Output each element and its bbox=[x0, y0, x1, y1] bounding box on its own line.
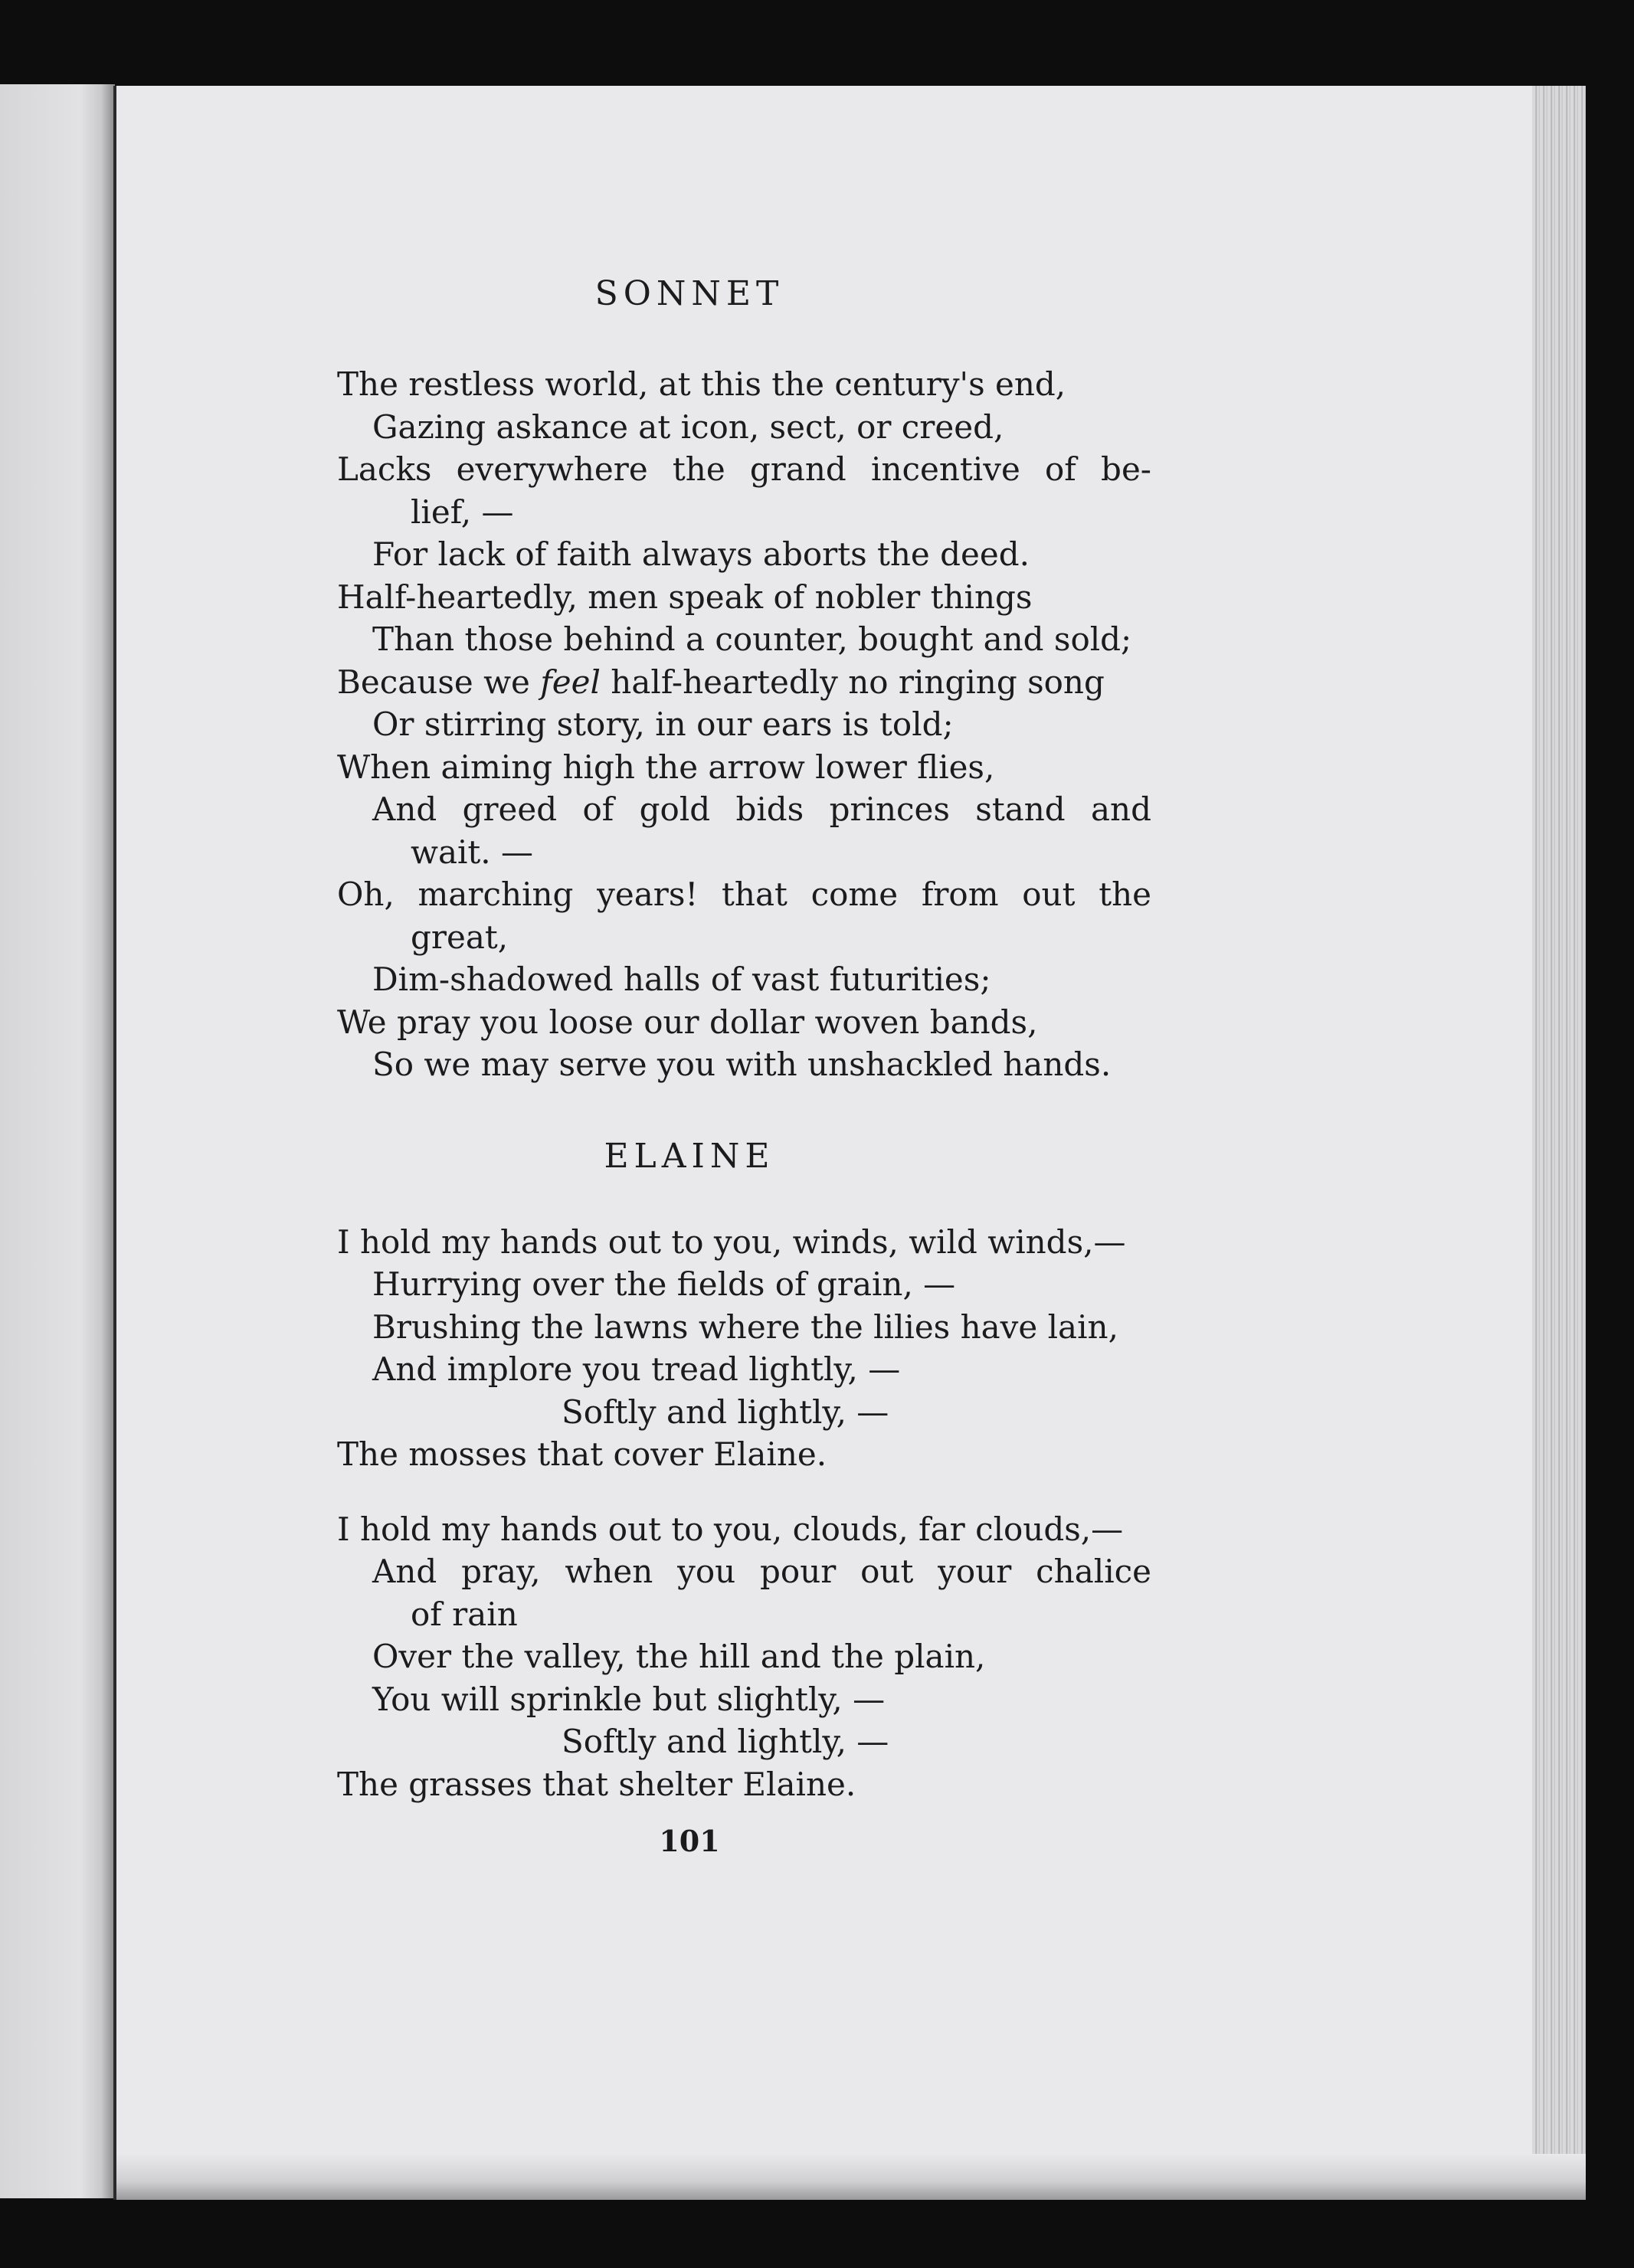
poem-line: Oh, marching years! that come from out the bbox=[337, 875, 1151, 913]
poem-line: You will sprinkle but slightly, — bbox=[372, 1680, 886, 1718]
poem-line: Brushing the lawns where the lilies have lain, bbox=[372, 1307, 1118, 1346]
poem-line: Or stirring story, in our ears is told; bbox=[372, 705, 954, 743]
poem-title-sonnet: SONNET bbox=[594, 274, 784, 313]
poem-line: Softly and lightly, — bbox=[562, 1723, 889, 1760]
poem-line: great, bbox=[411, 918, 509, 956]
page-number: 101 bbox=[659, 1824, 720, 1858]
italic-word: feel bbox=[540, 663, 601, 701]
poem-line: When aiming high the arrow lower flies, bbox=[337, 748, 995, 786]
poem-line: I hold my hands out to you, clouds, far clouds,— bbox=[337, 1510, 1124, 1548]
previous-page-edge bbox=[0, 84, 115, 2198]
poem-line: Half-heartedly, men speak of nobler things bbox=[337, 578, 1033, 616]
page-text bbox=[222, 176, 1157, 1861]
elaine-stanza-1 bbox=[222, 1221, 1157, 1476]
poem-line: And greed of gold bids princes stand and bbox=[372, 790, 1151, 828]
poem-line: So we may serve you with unshackled hands. bbox=[372, 1046, 1112, 1083]
poem-line: Than those behind a counter, bought and sold; bbox=[372, 620, 1132, 658]
poem-line: Dim-shadowed halls of vast futurities; bbox=[372, 961, 991, 998]
poem-line: I hold my hands out to you, winds, wild winds,— bbox=[337, 1222, 1126, 1261]
poem-line: wait. — bbox=[411, 833, 534, 871]
poem-line: of rain bbox=[411, 1595, 518, 1633]
poem-line: Gazing askance at icon, sect, or creed, bbox=[372, 407, 1004, 446]
poem-line bbox=[222, 661, 1157, 704]
poem-line: For lack of faith always aborts the deed. bbox=[372, 535, 1030, 573]
poem-line: Lacks everywhere the grand incentive of be- bbox=[337, 450, 1151, 488]
poem-line: We pray you loose our dollar woven bands, bbox=[337, 1003, 1038, 1041]
poem-line-part: half-heartedly no ringing song bbox=[600, 663, 1105, 701]
poem-line: Over the valley, the hill and the plain, bbox=[372, 1638, 986, 1675]
poem-line: The grasses that shelter Elaine. bbox=[337, 1765, 856, 1803]
stanza-break bbox=[222, 1476, 1157, 1508]
elaine-stanza-2 bbox=[222, 1508, 1157, 1806]
poem-line: The mosses that cover Elaine. bbox=[337, 1435, 827, 1473]
poem-line: Hurrying over the fields of grain, — bbox=[372, 1265, 956, 1303]
poem-line: Softly and lightly, — bbox=[562, 1393, 889, 1431]
poem-line: The restless world, at this the century's end, bbox=[337, 365, 1066, 403]
poem-line: And pray, when you pour out your chalice bbox=[372, 1553, 1151, 1590]
poem-line-part: Because we bbox=[337, 663, 541, 701]
poem-line: And implore you tread lightly, — bbox=[372, 1350, 901, 1388]
page-stack-edge bbox=[1532, 86, 1586, 2200]
sonnet-body bbox=[222, 363, 1157, 1086]
page-bottom-shadow bbox=[116, 2154, 1586, 2200]
poem-title-elaine: ELAINE bbox=[604, 1136, 775, 1176]
poem-line: lief, — bbox=[411, 493, 514, 531]
